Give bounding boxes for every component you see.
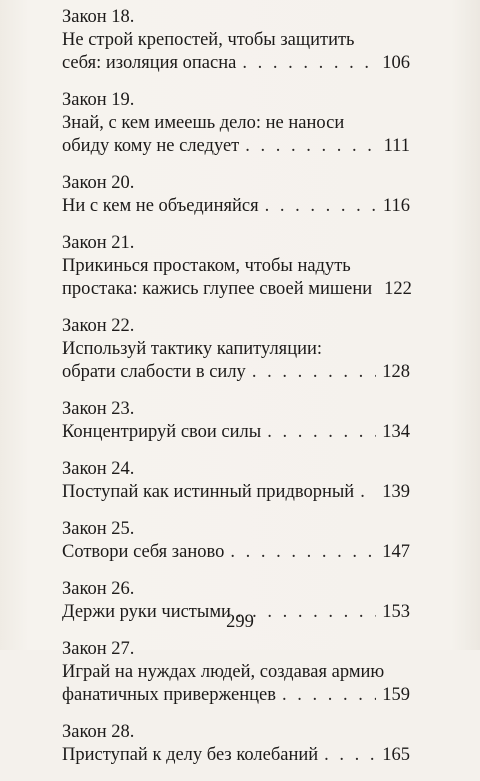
- toc-entry-law-23: [62, 398, 410, 444]
- leader-dots: [360, 481, 376, 504]
- law-title-line: Не строй крепостей, чтобы защитить: [62, 30, 355, 50]
- entry-page-number: 122: [384, 279, 412, 299]
- law-title-line: Поступай как истинный придворный: [62, 482, 355, 502]
- entry-page-number: 128: [382, 362, 410, 382]
- leader-dots: [245, 135, 377, 158]
- law-title-line: Ни с кем не объединяйся: [62, 196, 259, 216]
- law-number: Закон 21.: [62, 233, 135, 253]
- leader-dots: [324, 744, 376, 767]
- leader-dots: [265, 195, 377, 218]
- law-title-line: Играй на нуждах людей, создавая армию: [62, 662, 385, 682]
- toc-entry-law-20: [62, 172, 410, 218]
- law-title-line: фанатичных приверженцев: [62, 685, 276, 705]
- law-number: Закон 26.: [62, 579, 135, 599]
- law-title-line: обрати слабости в силу: [62, 362, 246, 382]
- entry-page-number: 106: [382, 53, 410, 73]
- law-number: Закон 28.: [62, 722, 135, 742]
- leader-dots: [230, 541, 376, 564]
- entry-page-number: 139: [382, 482, 410, 502]
- toc-entry-law-28: [62, 721, 410, 767]
- toc-entry-law-24: [62, 458, 410, 504]
- law-title-line: Держи руки чистыми: [62, 602, 231, 622]
- law-title-line: простака: кажись глупее своей мишени: [62, 279, 373, 299]
- page-number: 299: [226, 612, 254, 632]
- law-title-line: Прикинься простаком, чтобы надуть: [62, 256, 351, 276]
- law-title-line: себя: изоляция опасна: [62, 53, 237, 73]
- law-number: Закон 27.: [62, 639, 135, 659]
- entry-page-number: 153: [382, 602, 410, 622]
- law-title-line: Используй тактику капитуляции:: [62, 339, 323, 359]
- entry-page-number: 116: [382, 196, 410, 216]
- leader-dots: [282, 684, 376, 707]
- law-title-line: Знай, с кем имеешь дело: не наноси: [62, 113, 345, 133]
- toc-entry-law-27: [62, 638, 410, 707]
- law-number: Закон 23.: [62, 399, 135, 419]
- toc-entry-law-25: [62, 518, 410, 564]
- law-title-line: Приступай к делу без колебаний: [62, 745, 319, 765]
- law-number: Закон 22.: [62, 316, 135, 336]
- leader-dots: [267, 421, 376, 444]
- entry-page-number: 134: [382, 422, 410, 442]
- law-number: Закон 18.: [62, 7, 135, 27]
- leader-dots: [242, 52, 376, 75]
- law-title-line: обиду кому не следует: [62, 136, 240, 156]
- entry-page-number: 165: [382, 745, 410, 765]
- law-number: Закон 19.: [62, 90, 135, 110]
- toc-entry-law-21: [62, 232, 410, 301]
- law-number: Закон 25.: [62, 519, 135, 539]
- toc-entry-law-18: [62, 6, 410, 75]
- toc-entry-law-22: [62, 315, 410, 384]
- entry-page-number: 111: [383, 136, 410, 156]
- table-of-contents: [62, 6, 410, 781]
- toc-entry-law-19: [62, 89, 410, 158]
- law-title-line: Сотвори себя заново: [62, 542, 225, 562]
- law-title-line: Концентрируй свои силы: [62, 422, 262, 442]
- law-number: Закон 20.: [62, 173, 135, 193]
- entry-page-number: 159: [382, 685, 410, 705]
- entry-page-number: 147: [382, 542, 410, 562]
- leader-dots: [252, 361, 376, 384]
- law-number: Закон 24.: [62, 459, 135, 479]
